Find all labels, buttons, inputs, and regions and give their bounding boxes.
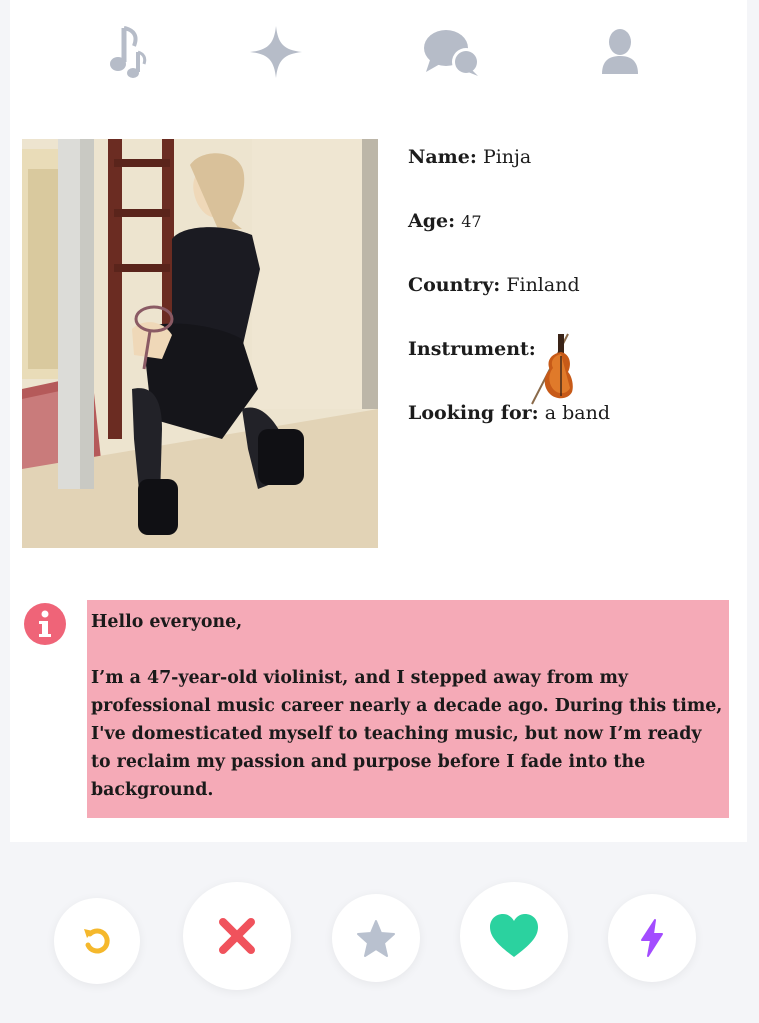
name-row xyxy=(408,146,531,168)
sparkle-icon[interactable] xyxy=(246,20,306,84)
rewind-button[interactable] xyxy=(54,898,140,984)
instrument-row xyxy=(408,338,536,360)
music-note-icon[interactable] xyxy=(98,20,158,84)
name-value: Pinja xyxy=(482,146,532,168)
age-row xyxy=(408,210,482,232)
boost-button[interactable] xyxy=(608,894,696,982)
profile-icon[interactable] xyxy=(590,20,650,84)
profile-photo xyxy=(22,139,378,548)
bio-box xyxy=(87,600,729,818)
like-button[interactable] xyxy=(460,882,568,990)
instrument-label: Instrument: xyxy=(408,338,536,360)
nope-button[interactable] xyxy=(183,882,291,990)
super-like-button[interactable] xyxy=(332,894,420,982)
heart-icon xyxy=(488,913,540,959)
action-bar xyxy=(0,842,759,1023)
country-row xyxy=(408,274,580,296)
violin-icon xyxy=(528,330,574,411)
info-icon xyxy=(24,603,66,645)
lightning-icon xyxy=(638,918,666,958)
name-label: Name: xyxy=(408,146,477,168)
country-value: Finland xyxy=(506,274,580,296)
looking-for-row xyxy=(408,402,610,424)
country-label: Country: xyxy=(408,274,501,296)
close-icon xyxy=(217,916,257,956)
star-icon xyxy=(356,918,396,958)
chat-bubbles-icon[interactable] xyxy=(422,20,482,84)
rewind-icon xyxy=(81,925,113,957)
age-label: Age: xyxy=(408,210,456,232)
bio-text: I’m a 47-year-old violinist, and I stepped away from my professional music career nearly a decade ago. During this time, I've domesticated myself to teaching music, but now I’m ready to reclaim my passion and purpose before I fade into the background. xyxy=(91,668,723,800)
age-value: 47 xyxy=(461,212,482,231)
bio-greeting: Hello everyone, xyxy=(91,612,243,632)
looking-for-value: a band xyxy=(544,402,610,424)
looking-for-label: Looking for: xyxy=(408,402,539,424)
profile-card xyxy=(10,0,747,842)
